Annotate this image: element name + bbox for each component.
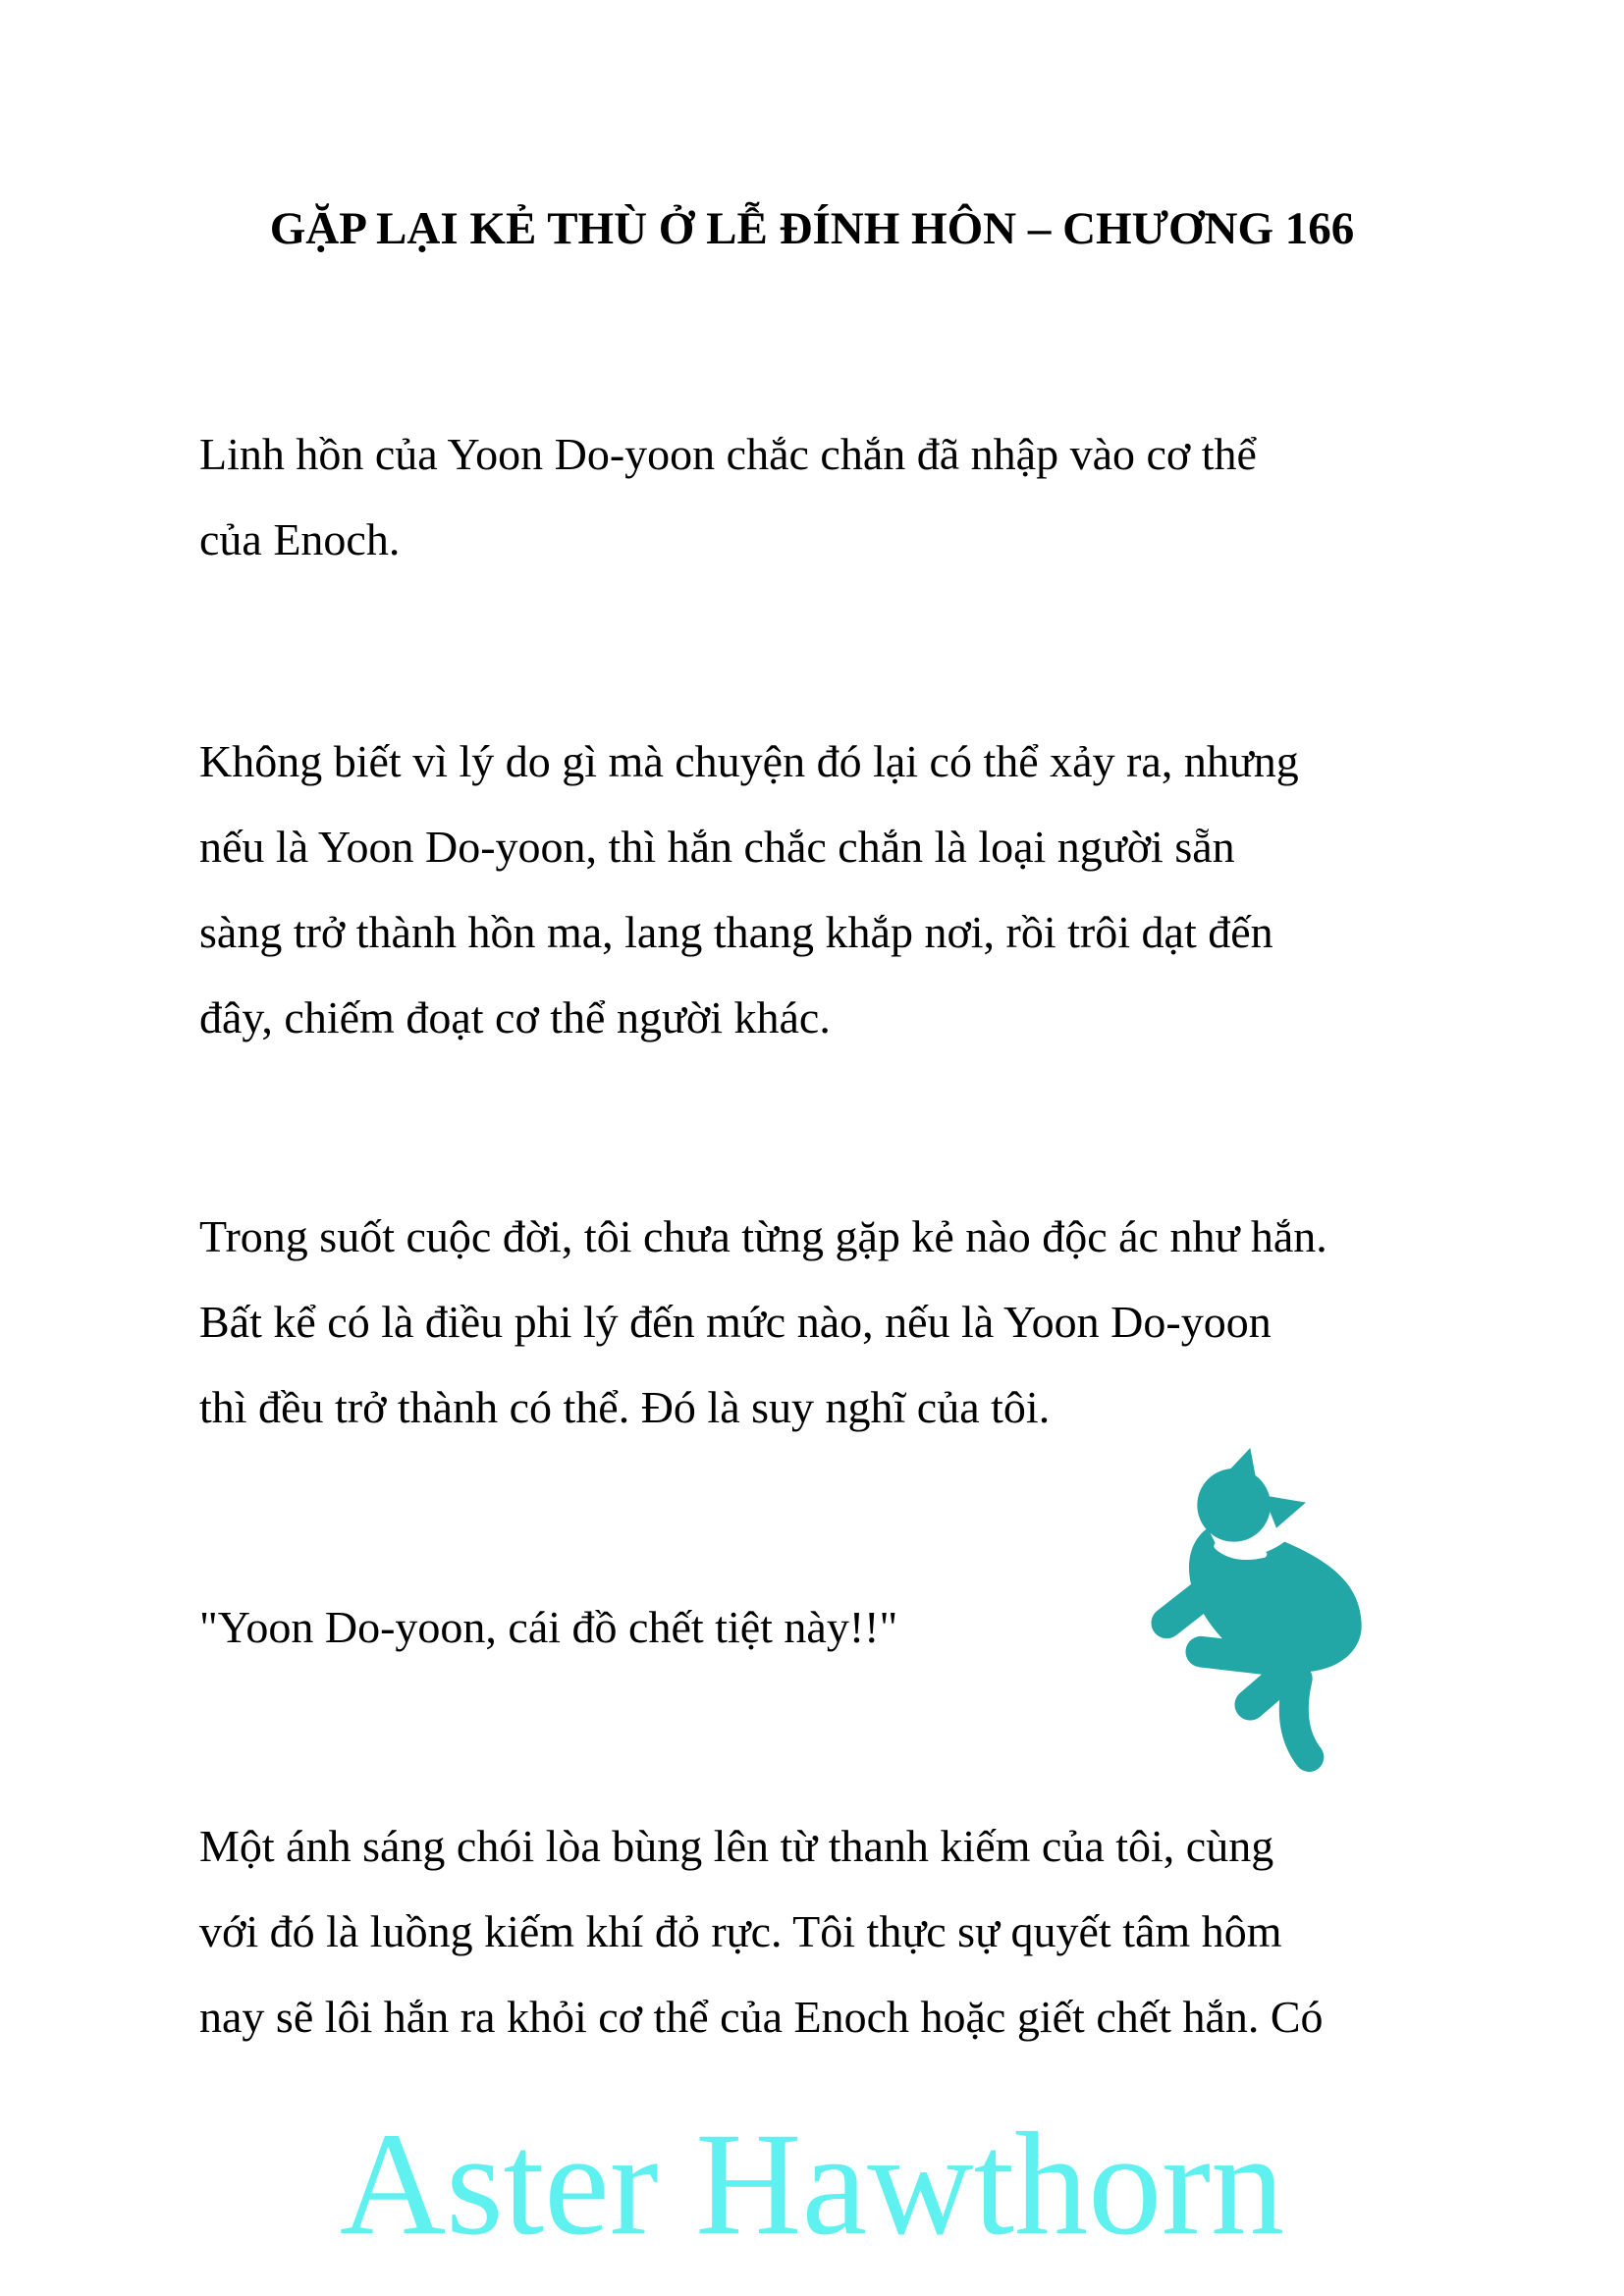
- paragraph-2: [199, 719, 1299, 1060]
- text-line: với đó là luồng kiếm khí đỏ rực. Tôi thực sự quyết tâm hôm: [199, 1906, 1282, 1956]
- text-line: Linh hồn của Yoon Do-yoon chắc chắn đã nhập vào cơ thể: [199, 429, 1257, 479]
- text-line: nay sẽ lôi hắn ra khỏi cơ thể của Enoch hoặc giết chết hắn. Có: [199, 1992, 1324, 2042]
- paragraph-1: [199, 411, 1257, 582]
- text-line: "Yoon Do-yoon, cái đồ chết tiệt này!!": [199, 1602, 898, 1652]
- paragraph-5: [199, 1803, 1324, 2059]
- watermark: Aster Hawthorn: [339, 2103, 1285, 2266]
- text-line: Không biết vì lý do gì mà chuyện đó lại có thể xảy ra, nhưng: [199, 736, 1299, 786]
- text-line: đây, chiếm đoạt cơ thể người khác.: [199, 992, 831, 1042]
- paragraph-4: [199, 1584, 897, 1670]
- text-line: nếu là Yoon Do-yoon, thì hắn chắc chắn là loại người sẵn: [199, 822, 1235, 872]
- text-line: sàng trở thành hồn ma, lang thang khắp nơi, rồi trôi dạt đến: [199, 907, 1273, 957]
- cat-silhouette-icon: [1080, 1374, 1522, 1816]
- text-line: của Enoch.: [199, 514, 401, 564]
- text-line: Trong suốt cuộc đời, tôi chưa từng gặp kẻ nào độc ác như hắn.: [199, 1211, 1327, 1261]
- text-line: thì đều trở thành có thể. Đó là suy nghĩ của tôi.: [199, 1382, 1051, 1432]
- text-line: Một ánh sáng chói lòa bùng lên từ thanh kiếm của tôi, cùng: [199, 1821, 1274, 1871]
- text-line: Bất kể có là điều phi lý đến mức nào, nếu là Yoon Do-yoon: [199, 1297, 1272, 1347]
- chapter-title: GẶP LẠI KẺ THÙ Ở LỄ ĐÍNH HÔN – CHƯƠNG 166: [269, 203, 1355, 254]
